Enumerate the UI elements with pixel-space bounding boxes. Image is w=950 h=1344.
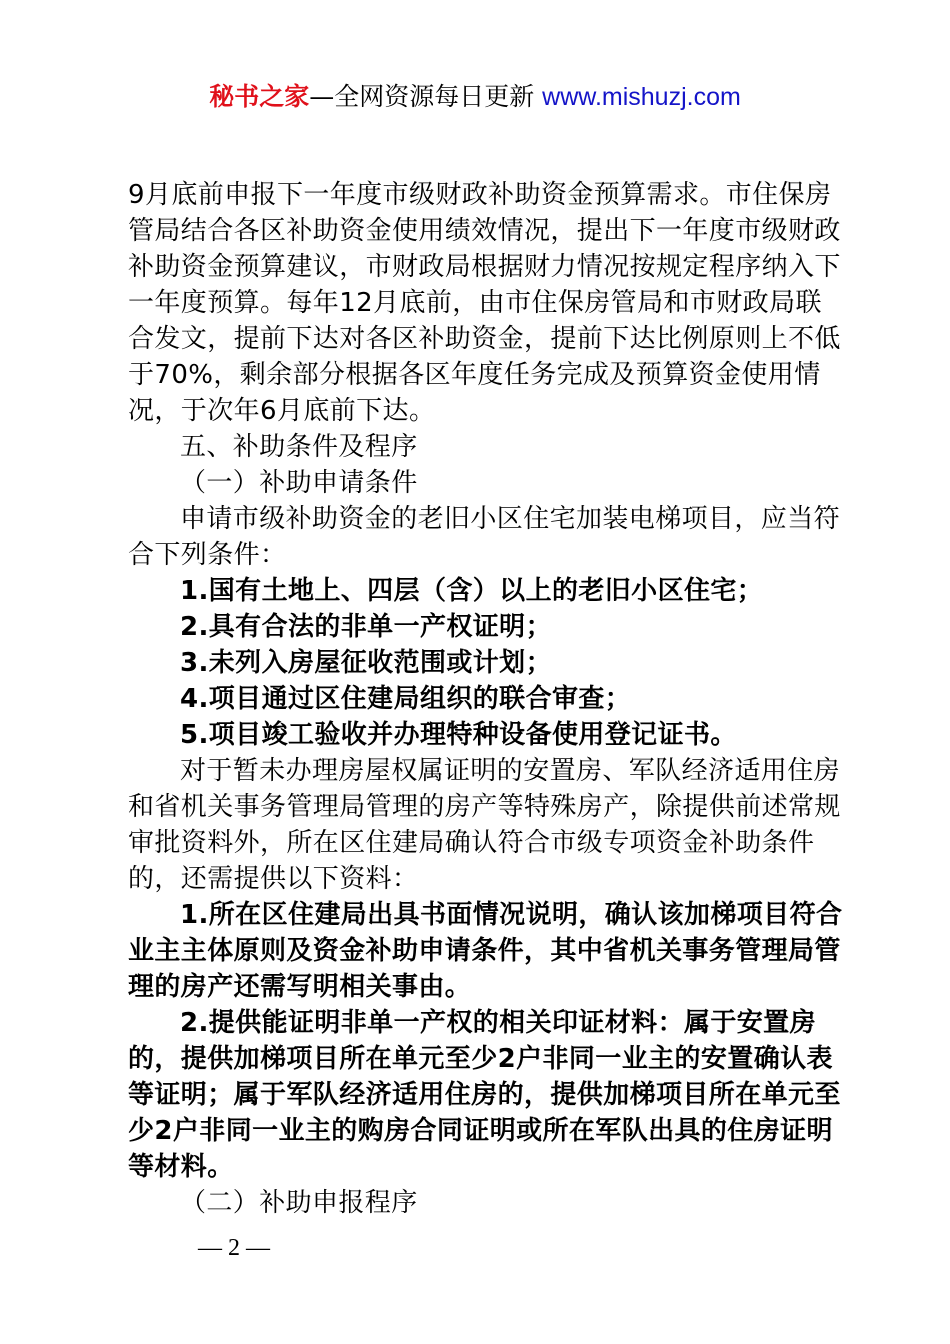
- condition-item-4: 4.项目通过区住建局组织的联合审查；: [180, 684, 632, 714]
- condition-item-5: 5.项目竣工验收并办理特种设备使用登记证书。: [180, 720, 737, 750]
- section-heading-conditions-procedures: 五、补助条件及程序: [180, 432, 418, 462]
- banner-url-link[interactable]: www.mishuzj.com: [542, 83, 741, 111]
- material-item-2: 2.提供能证明非单一产权的相关印证材料：属于安置房的，提供加梯项目所在单元至少2户非同一业主的安置确认表等证明；属于军队经济适用住房的，提供加梯项目所在单元至少2户非同一业主的购房合同证明或所在军队出具的住房证明等材料。: [128, 1008, 841, 1182]
- banner-brand: 秘书之家: [209, 82, 310, 111]
- paragraph-budget-schedule: 9月底前申报下一年度市级财政补助资金预算需求。市住保房管局结合各区补助资金使用绩效情况，提出下一年度市级财政补助资金预算建议，市财政局根据财力情况按规定程序纳入下一年度预算。每年12月底前，由市住保房管局和市财政局联合发文，提前下达对各区补助资金，提前下达比例原则上不低于70%，剩余部分根据各区年度任务完成及预算资金使用情况，于次年6月底前下达。: [128, 180, 841, 426]
- material-item-1: 1.所在区住建局出具书面情况说明，确认该加梯项目符合业主主体原则及资金补助申请条件，其中省机关事务管理局管理的房产还需写明相关事由。: [128, 900, 843, 1002]
- condition-item-3: 3.未列入房屋征收范围或计划；: [180, 648, 552, 678]
- subsection-heading-application-conditions: （一）补助申请条件: [180, 468, 418, 498]
- document-body: [128, 177, 848, 1221]
- subsection-heading-application-procedure: （二）补助申报程序: [180, 1188, 418, 1218]
- condition-item-1: 1.国有土地上、四层（含）以上的老旧小区住宅；: [180, 576, 764, 606]
- banner-tagline: —全网资源每日更新: [309, 82, 543, 111]
- paragraph-conditions-intro: 申请市级补助资金的老旧小区住宅加装电梯项目，应当符合下列条件：: [128, 504, 841, 570]
- paragraph-special-property: 对于暂未办理房屋权属证明的安置房、军队经济适用住房和省机关事务管理局管理的房产等特殊房产，除提供前述常规审批资料外，所在区住建局确认符合市级专项资金补助条件的，还需提供以下资料：: [128, 756, 841, 894]
- page-number: — 2 —: [198, 1235, 270, 1261]
- site-banner: [0, 80, 950, 114]
- condition-item-2: 2.具有合法的非单一产权证明；: [180, 612, 552, 642]
